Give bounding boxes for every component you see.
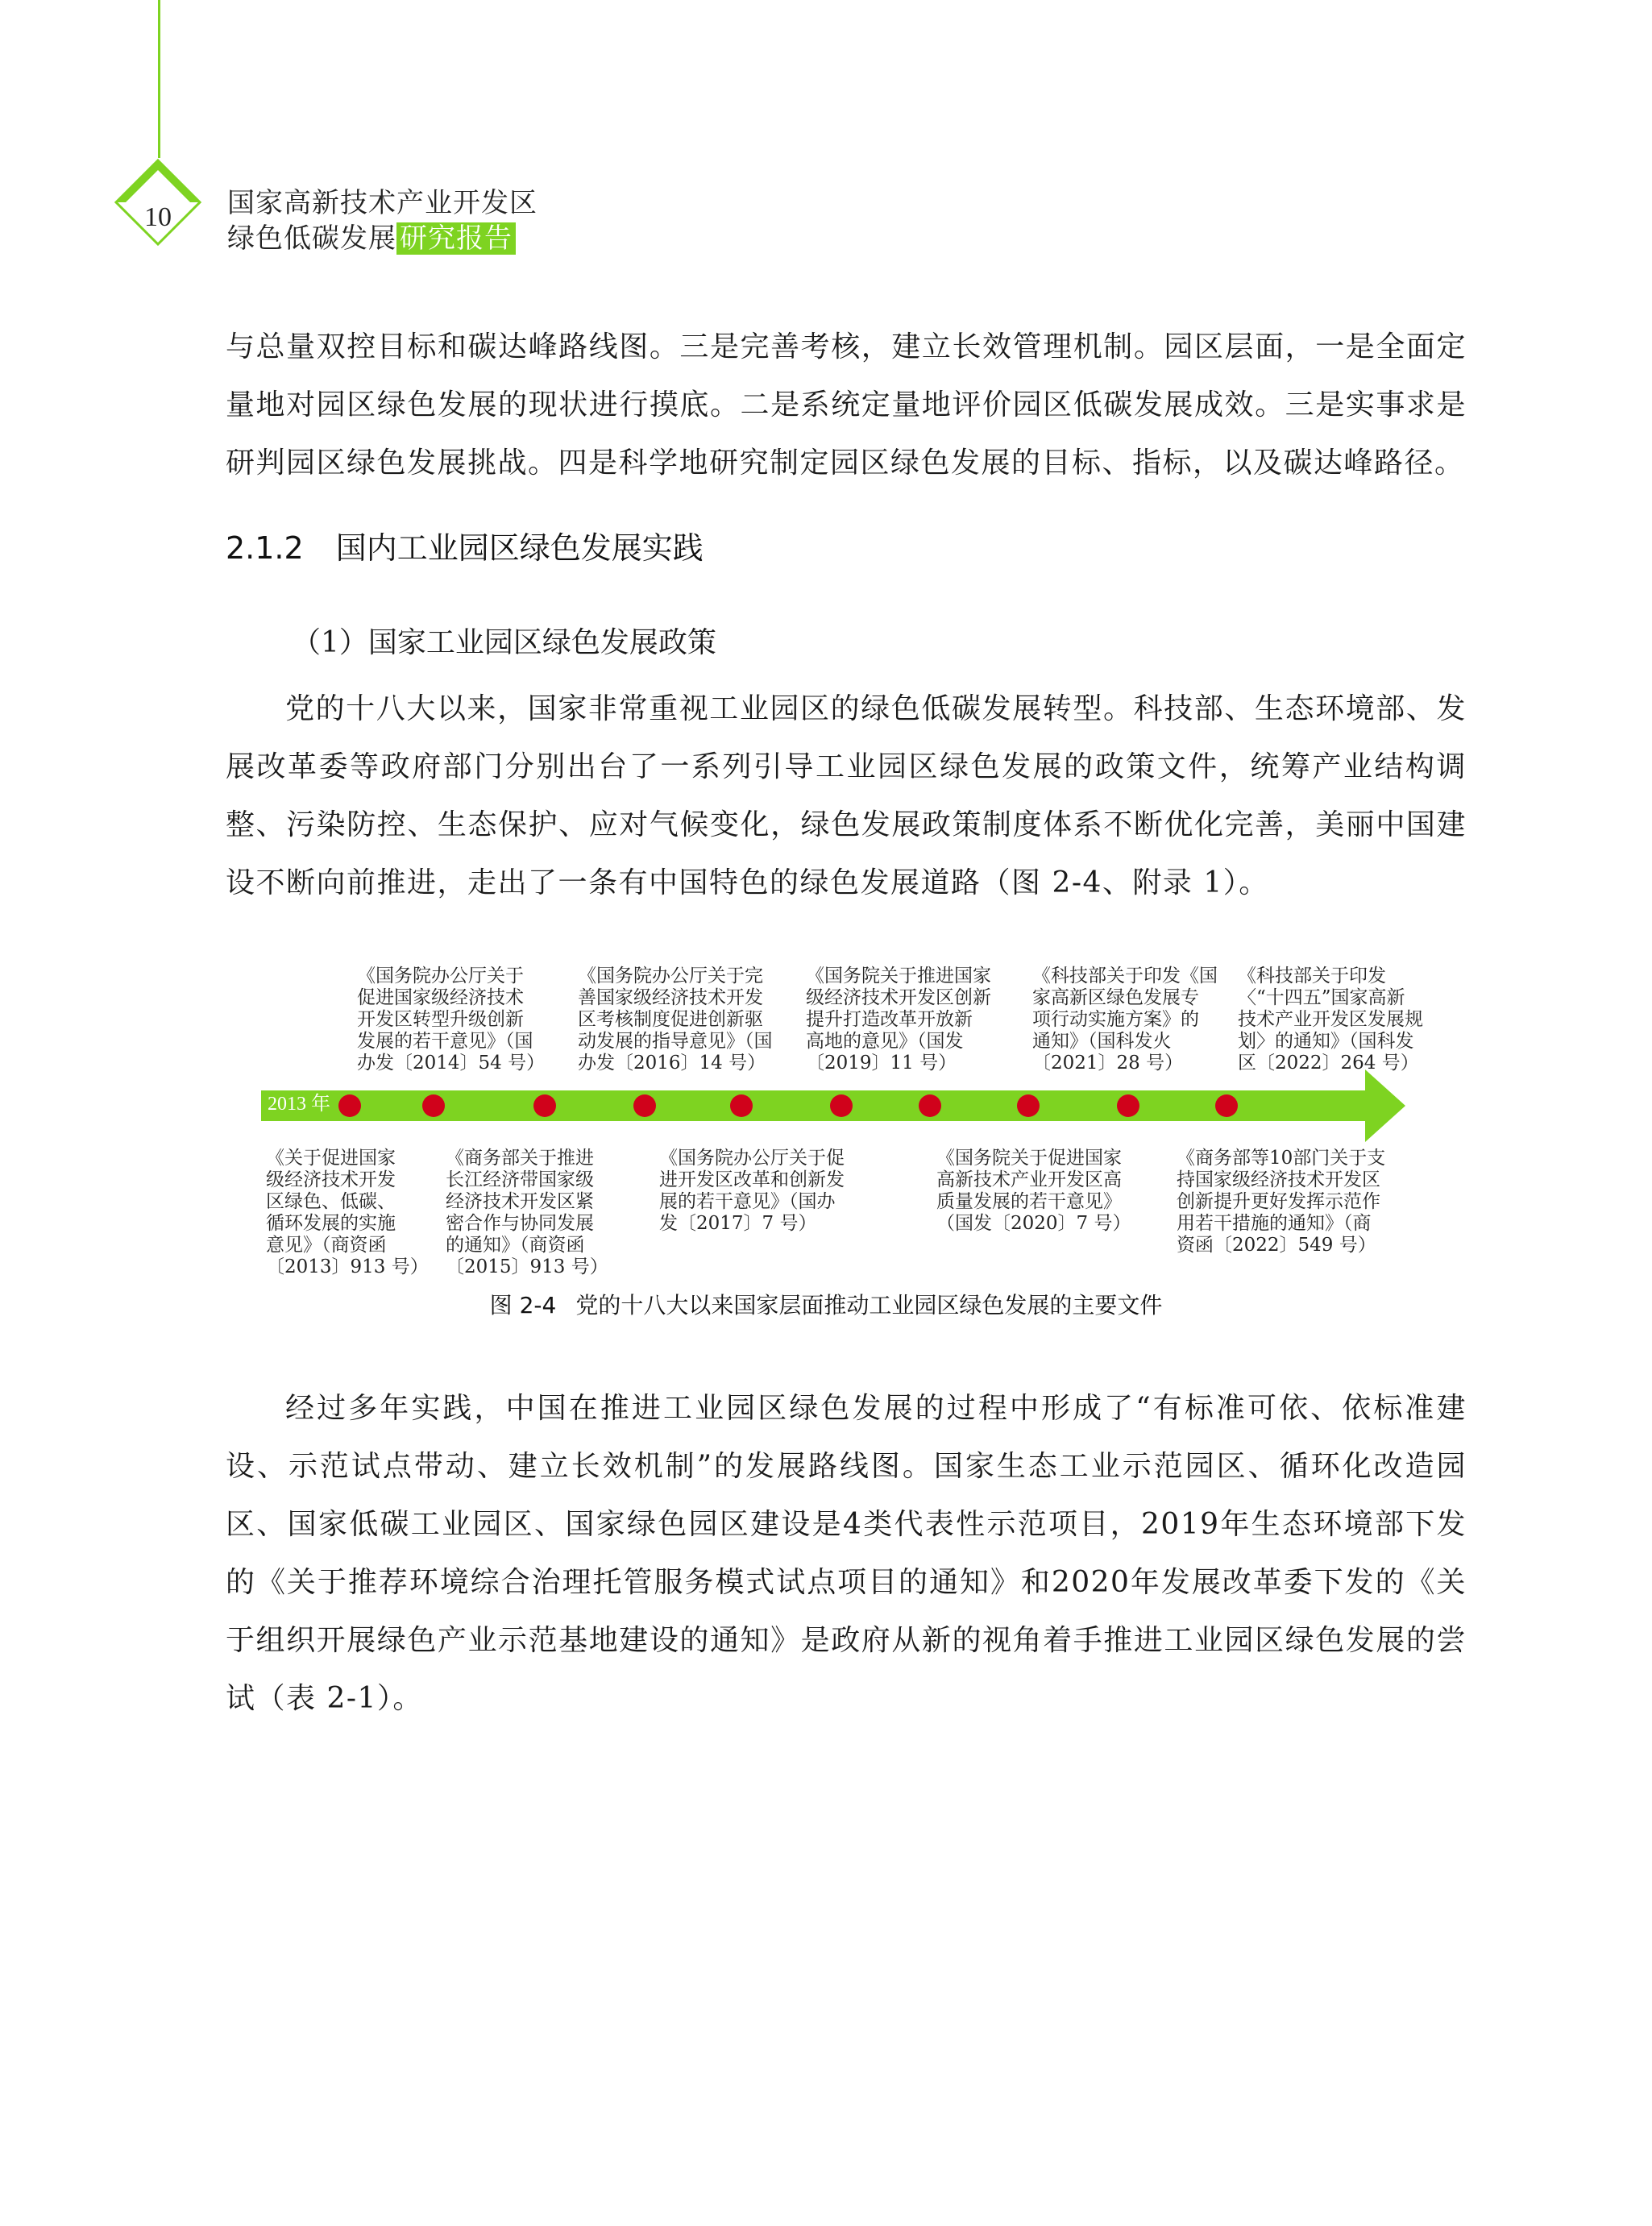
- timeline-doc-top-4: 《科技部关于印发《国 家高新区绿色发展专 项行动实施方案》的 通知》（国科发火 〔2021〕28 号）: [1032, 966, 1218, 1074]
- section-heading: [226, 528, 704, 568]
- timeline-doc-top-1: 《国务院办公厅关于 促进国家级经济技术 开发区转型升级创新 发展的若干意见》（国 办发〔2014〕54 号）: [357, 966, 546, 1074]
- timeline-doc-bottom-3: 《国务院办公厅关于促 进开发区改革和创新发 展的若干意见》（国办 发〔2017〕7 号）: [659, 1148, 845, 1234]
- timeline-doc-bottom-5: 《商务部等10部门关于支 持国家级经济技术开发区 创新提升更好发挥示范作 用若干措施的通知》（商 资函〔2022〕549 号）: [1177, 1148, 1386, 1256]
- timeline-dot: [1017, 1094, 1040, 1117]
- subsection-heading: （1）国家工业园区绿色发展政策: [292, 626, 716, 659]
- header-title-highlight: 研究报告: [396, 222, 516, 255]
- timeline-dot: [1117, 1094, 1139, 1117]
- timeline-doc-top-5: 《科技部关于印发 〈“十四五”国家高新 技术产业开发区发展规 划〉的通知》（国科发 区〔2022〕264 号）: [1238, 966, 1423, 1074]
- figure-caption: [0, 1290, 1652, 1322]
- timeline-dot: [919, 1094, 941, 1117]
- timeline-dot: [422, 1094, 445, 1117]
- header-title-line1: 国家高新技术产业开发区: [227, 187, 538, 219]
- header-title-line2: [227, 222, 516, 255]
- timeline-doc-top-3: 《国务院关于推进国家 级经济技术开发区创新 提升打造改革开放新 高地的意见》（国发 〔2019〕11 号）: [806, 966, 991, 1074]
- timeline-doc-bottom-4: 《国务院关于促进国家 高新技术产业开发区高 质量发展的若干意见》 （国发〔2020〕7 号）: [936, 1148, 1131, 1234]
- timeline-dot: [633, 1094, 656, 1117]
- section-title: 国内工业园区绿色发展实践: [335, 530, 704, 566]
- timeline-dot: [533, 1094, 556, 1117]
- timeline-dot: [1215, 1094, 1238, 1117]
- timeline-doc-top-2: 《国务院办公厅关于完 善国家级经济技术开发 区考核制度促进创新驱 动发展的指导意见》（国 办发〔2016〕14 号）: [578, 966, 773, 1074]
- timeline-start-year: 2013 年: [268, 1094, 330, 1115]
- figure-caption-label: 图 2-4: [489, 1292, 557, 1319]
- timeline-dot: [830, 1094, 853, 1117]
- page-number: 10: [144, 202, 172, 232]
- paragraph-roadmap: 经过多年实践，中国在推进工业园区绿色发展的过程中形成了“有标准可依、依标准建设、示范试点带动、建立长效机制”的发展路线图。国家生态工业示范园区、循环化改造园区、国家低碳工业园区、国家绿色园区建设是4类代表性示范项目，2019年生态环境部下发的《关于推荐环境综合治理托管服务模式试点项目的通知》和2020年发展改革委下发的《关于组织开展绿色产业示范基地建设的通知》是政府从新的视角着手推进工业园区绿色发展的尝试（表 2-1）。: [226, 1392, 1467, 1715]
- timeline-dot: [730, 1094, 753, 1117]
- paragraph-policy: 党的十八大以来，国家非常重视工业园区的绿色低碳发展转型。科技部、生态环境部、发展改革委等政府部门分别出台了一系列引导工业园区绿色发展的政策文件，统筹产业结构调整、污染防控、生态保护、应对气候变化，绿色发展政策制度体系不断优化完善，美丽中国建设不断向前推进，走出了一条有中国特色的绿色发展道路（图 2-4、附录 1）。: [226, 692, 1467, 899]
- figure-caption-text: 党的十八大以来国家层面推动工业园区绿色发展的主要文件: [575, 1292, 1163, 1319]
- timeline-dot: [338, 1094, 361, 1117]
- timeline-doc-bottom-2: 《商务部关于推进 长江经济带国家级 经济技术开发区紧 密合作与协同发展 的通知》（商资函 〔2015〕913 号）: [446, 1148, 608, 1277]
- timeline-doc-bottom-1: 《关于促进国家 级经济技术开发 区绿色、低碳、 循环发展的实施 意见》（商资函 〔2013〕913 号）: [266, 1148, 429, 1277]
- paragraph-intro: 与总量双控目标和碳达峰路线图。三是完善考核，建立长效管理机制。园区层面，一是全面定量地对园区绿色发展的现状进行摸底。二是系统定量地评价园区低碳发展成效。三是实事求是研判园区绿色发展挑战。四是科学地研究制定园区绿色发展的目标、指标，以及碳达峰路径。: [226, 330, 1467, 480]
- section-number: 2.1.2: [226, 530, 304, 566]
- header-accent-line: [158, 0, 160, 158]
- timeline-arrow: [261, 1069, 1422, 1142]
- header-title-main: 绿色低碳发展: [227, 222, 396, 255]
